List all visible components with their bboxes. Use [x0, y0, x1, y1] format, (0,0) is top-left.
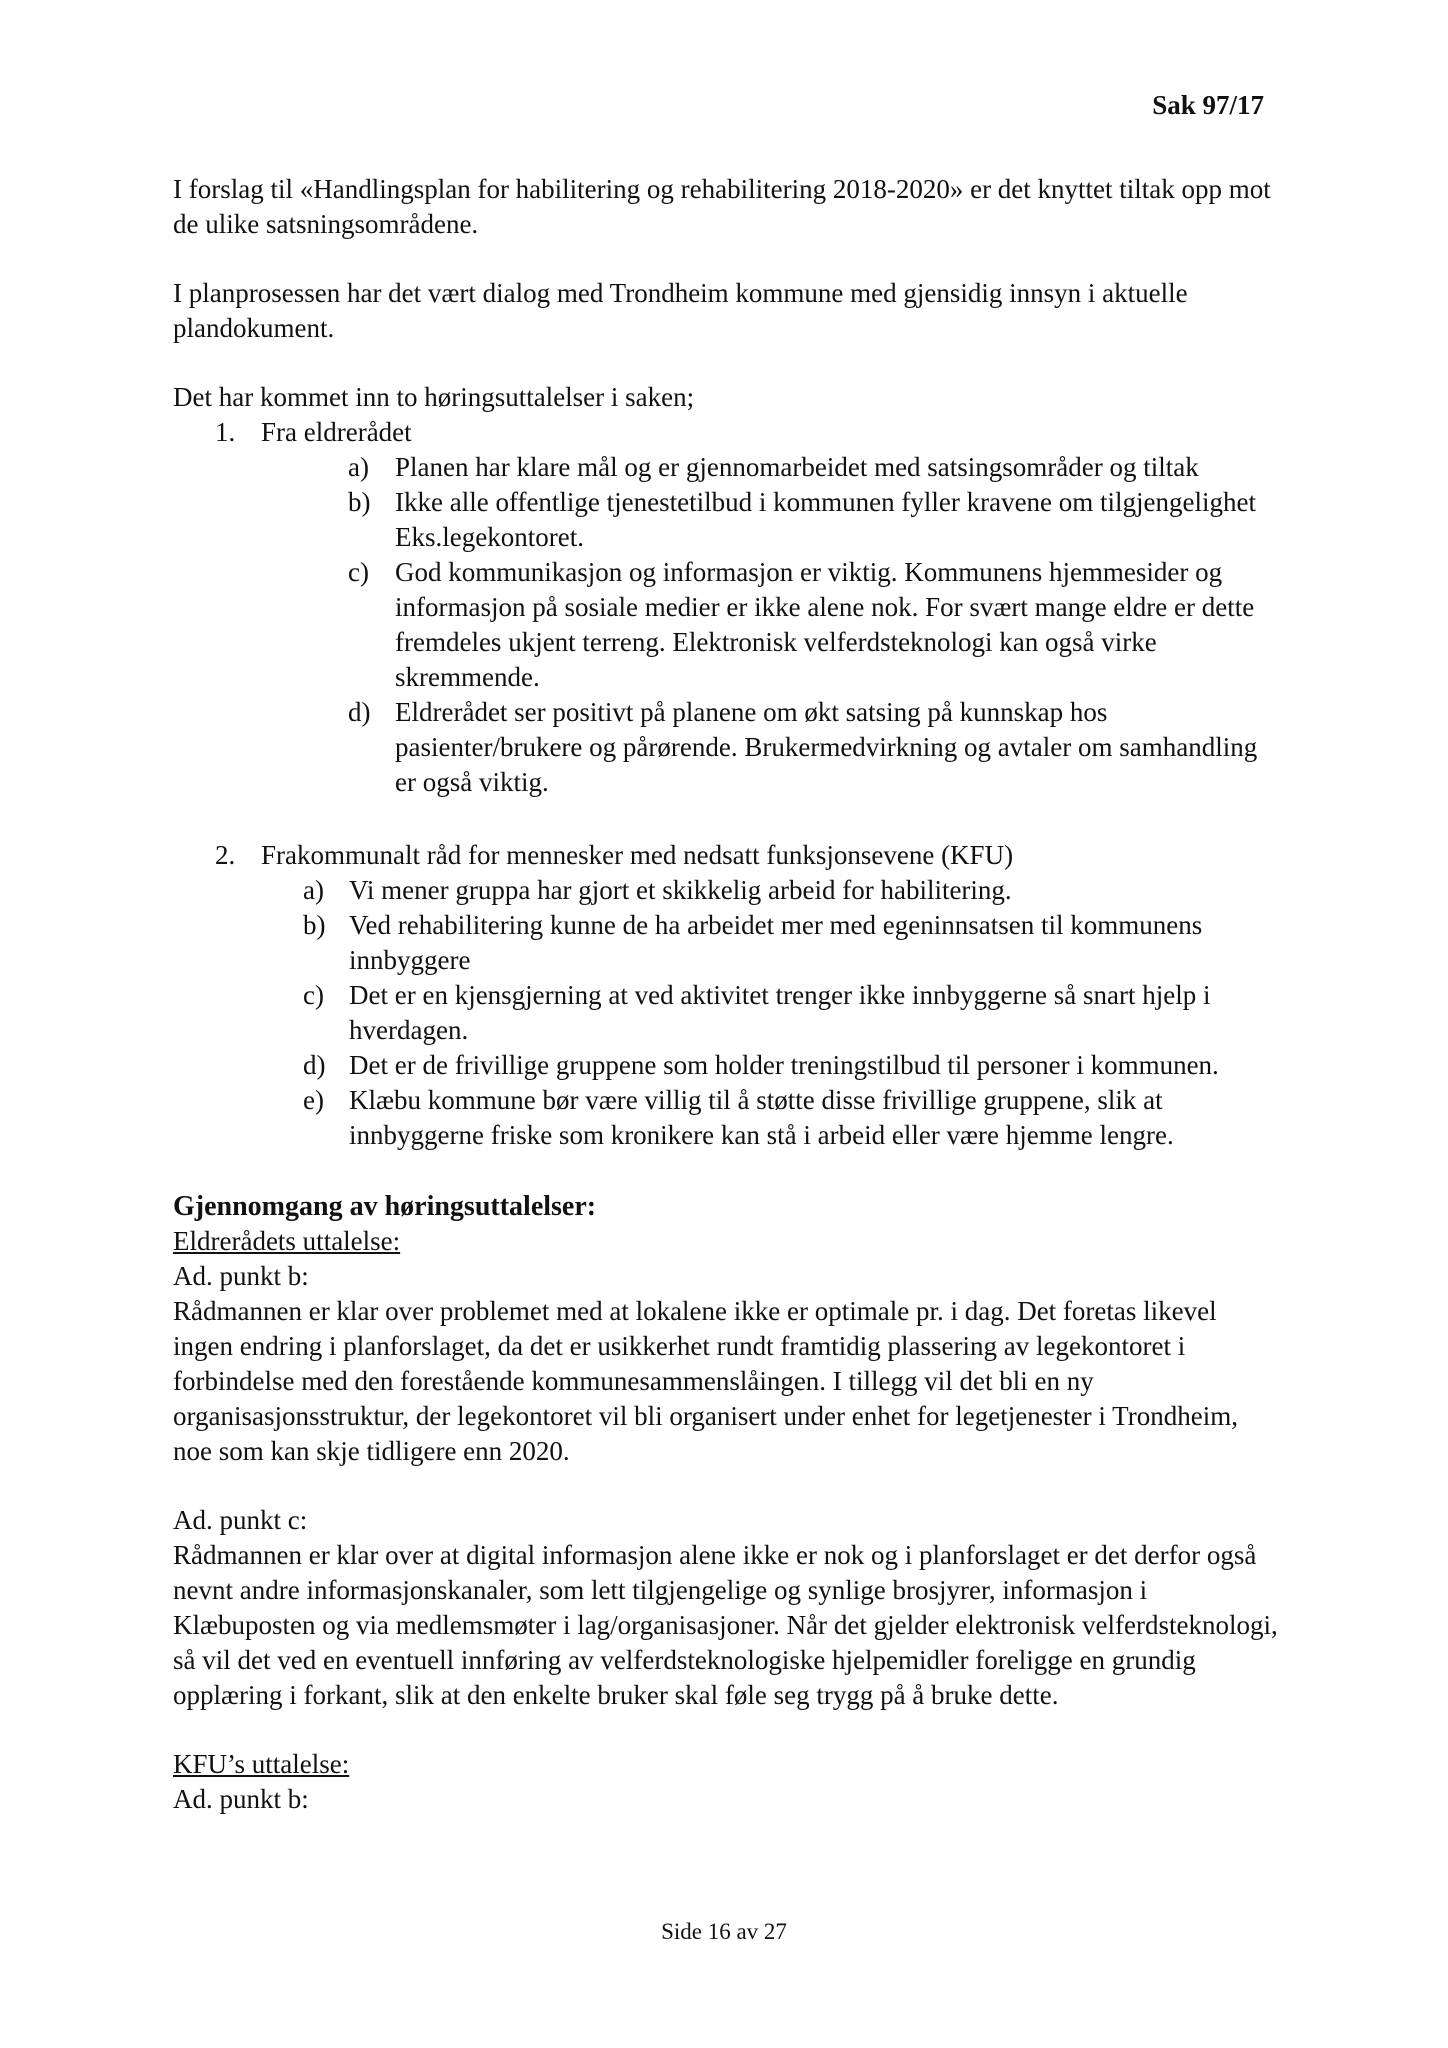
sub-item-text: Vi mener gruppa har gjort et skikkelig arbeid for habilitering.: [349, 875, 1012, 905]
kfu-point-b-label: Ad. punkt b:: [173, 1784, 309, 1814]
hearing-item-title: Fra eldrerådet: [261, 417, 412, 447]
intro-paragraph-2: I planprosessen har det vært dialog med Trondheim kommune med gjensidig innsyn i aktuelle plandokument.: [173, 278, 1188, 343]
sub-item-letter: a): [303, 875, 324, 905]
sub-item-text: Planen har klare mål og er gjennomarbeidet med satsingsområder og tiltak: [395, 452, 1199, 482]
hearing-item-title: Frakommunalt råd for mennesker med nedsatt funksjonsevene (KFU): [261, 840, 1014, 870]
document-body: [173, 172, 1283, 1817]
sub-item-letter: e): [303, 1085, 324, 1115]
intro-paragraph-3: Det har kommet inn to høringsuttalelser i saken;: [173, 382, 695, 412]
page-number: Side 16 av 27: [661, 1919, 787, 1944]
hearing-item-eldreradet: [173, 415, 1283, 450]
review-heading: Gjennomgang av høringsuttalelser:: [173, 1191, 597, 1222]
sub-item: [173, 450, 1283, 485]
elder-statement-heading: Eldrerådets uttalelse:: [173, 1226, 401, 1256]
sub-item: [173, 555, 1283, 695]
sub-item: [173, 1083, 1283, 1153]
sub-item-letter: a): [348, 452, 369, 482]
elder-point-c-text: Rådmannen er klar over at digital informasjon alene ikke er nok og i planforslaget er det derfor også nevnt andre informasjonskanaler, som lett tilgjengelige og synlige brosjyrer, informasjon i Klæbuposten og via medlemsmøter i lag/organisasjoner. Når det gjelder elektronisk velferdsteknologi, så vil det ved en eventuell innføring av velferdsteknologiske hjelpemidler foreligge en grundig opplæring i forkant, slik at den enkelte bruker skal føle seg trygg på å bruke dette.: [173, 1540, 1278, 1710]
sub-item-letter: b): [348, 487, 371, 517]
case-number: Sak 97/17: [1152, 90, 1264, 120]
sub-item: [173, 1048, 1283, 1083]
sub-item-text: Det er de frivillige gruppene som holder treningstilbud til personer i kommunen.: [349, 1050, 1219, 1080]
sub-item-letter: d): [303, 1050, 326, 1080]
sub-item-text: Eldrerådet ser positivt på planene om økt satsing på kunnskap hos pasienter/brukere og pårørende. Brukermedvirkning og avtaler om samhandling er også viktig.: [395, 697, 1258, 797]
sub-item-text: Ved rehabilitering kunne de ha arbeidet mer med egeninnsatsen til kommunens innbyggere: [349, 910, 1203, 975]
intro-paragraph-1: I forslag til «Handlingsplan for habilitering og rehabilitering 2018-2020» er det knyttet tiltak opp mot de ulike satsningsområdene.: [173, 174, 1271, 239]
elder-point-c-label: Ad. punkt c:: [173, 1505, 308, 1535]
kfu-statement-heading: KFU’s uttalelse:: [173, 1749, 350, 1779]
sub-item: [173, 908, 1283, 978]
sub-item-letter: c): [303, 980, 324, 1010]
sub-item-letter: b): [303, 910, 326, 940]
sub-item: [173, 485, 1283, 555]
elder-point-b-text: Rådmannen er klar over problemet med at lokalene ikke er optimale pr. i dag. Det foretas likevel ingen endring i planforslaget, da det er usikkerhet rundt framtidig plassering av legekontoret i forbindelse med den forestående kommunesammenslåingen. I tillegg vil det bli en ny organisasjonsstruktur, der legekontoret vil bli organisert under enhet for legetjenester i Trondheim, noe som kan skje tidligere enn 2020.: [173, 1296, 1238, 1466]
sub-item-text: Klæbu kommune bør være villig til å støtte disse frivillige gruppene, slik at innbyggerne friske som kronikere kan stå i arbeid eller være hjemme lengre.: [349, 1085, 1174, 1150]
hearing-item-kfu: [173, 838, 1283, 873]
hearing-list: [173, 415, 1283, 1153]
sub-item-text: Ikke alle offentlige tjenestetilbud i kommunen fyller kravene om tilgjengelighet Eks.legekontoret.: [395, 487, 1256, 552]
hearing-item-number: 1.: [215, 417, 236, 447]
sub-item: [173, 978, 1283, 1048]
sub-item-text: God kommunikasjon og informasjon er viktig. Kommunens hjemmesider og informasjon på sosiale medier er ikke alene nok. For svært mange eldre er dette fremdeles ukjent terreng. Elektronisk velferdsteknologi kan også virke skremmende.: [395, 557, 1255, 692]
sub-item-text: Det er en kjensgjerning at ved aktivitet trenger ikke innbyggerne så snart hjelp i hverdagen.: [349, 980, 1211, 1045]
hearing-item-number: 2.: [215, 840, 236, 870]
sub-item: [173, 695, 1283, 800]
sub-item-letter: d): [348, 697, 371, 727]
sub-item: [173, 873, 1283, 908]
sub-item-letter: c): [348, 557, 369, 587]
elder-point-b-label: Ad. punkt b:: [173, 1261, 309, 1291]
